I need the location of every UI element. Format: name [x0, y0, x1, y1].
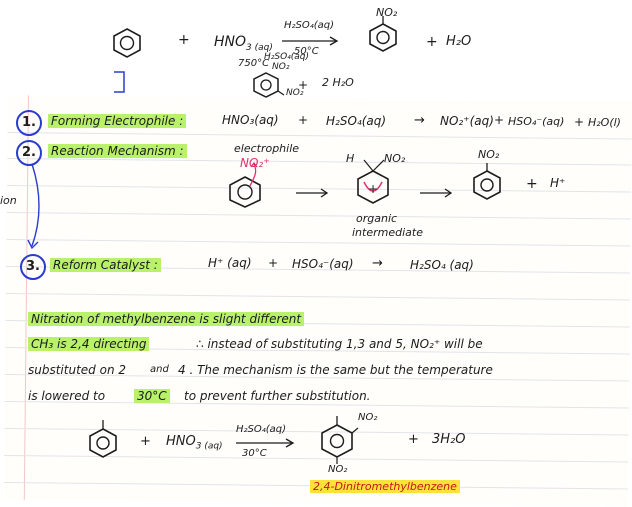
step-title: Reaction Mechanism :: [48, 144, 187, 158]
plus-sign: +: [494, 113, 505, 127]
arrow-condition-top: H₂SO₄(aq): [284, 20, 335, 31]
product: H₂O(l): [588, 116, 621, 129]
methylbenzene-ring-icon: [88, 428, 118, 458]
notes-text: to prevent further substitution.: [184, 389, 371, 403]
no2-label: NO₂: [358, 412, 378, 423]
notes-text: 4 . The mechanism is the same but the temperature: [178, 363, 493, 377]
no2-label: NO₂: [384, 152, 406, 165]
positive-charge: +: [368, 182, 379, 196]
plus-sign: +: [140, 434, 151, 449]
arrow-condition-bottom: 50°C: [294, 46, 319, 57]
plus-sign: +: [408, 432, 419, 447]
electrophile-symbol: NO₂⁺: [240, 156, 270, 170]
hydrogen-label: H: [346, 152, 355, 165]
margin-fragment: ion: [0, 194, 17, 207]
bracket-curve-icon: [26, 162, 46, 252]
step-title: Forming Electrophile :: [48, 114, 186, 128]
arrow-icon: [294, 188, 330, 198]
water-label: 3H₂O: [432, 432, 466, 447]
notes-text: substituted on 2: [28, 363, 126, 377]
water-label: H₂O: [446, 34, 472, 49]
reagent-hno3: $HNO_{3 (aq)}$: [166, 434, 223, 452]
arrow-condition-top: H₂SO₄(aq): [236, 424, 287, 435]
dinitromethylbenzene-ring-icon: [320, 424, 354, 458]
plus-sign: +: [298, 113, 309, 127]
reaction-arrow-icon: [280, 36, 340, 46]
electrophile-label: electrophile: [234, 142, 300, 155]
benzene-ring-icon: [112, 28, 142, 58]
step-number: 1.: [16, 110, 42, 136]
arrow: →: [372, 256, 383, 271]
arrow: →: [414, 113, 425, 128]
step-title: Reform Catalyst :: [50, 258, 161, 272]
hydrogen-ion: H⁺: [550, 176, 566, 190]
temperature-label: 750°C: [238, 58, 270, 69]
notes-text: is lowered to: [28, 389, 106, 403]
notes-text: ∴ instead of substituting 1,3 and 5, NO₂⁺ will be: [196, 337, 483, 351]
no2-label: NO₂: [272, 62, 290, 72]
intermediate-label: organic: [356, 212, 398, 225]
reagent-hno3: $HNO_{3 (aq)}$: [214, 34, 273, 53]
reaction-arrow-icon: [234, 438, 296, 448]
step-number: 3.: [20, 254, 46, 280]
reactant: H₂SO₄(aq): [326, 114, 387, 128]
plus-sign: +: [298, 78, 309, 92]
reagent-label: H₂SO₄(aq): [264, 52, 310, 62]
plus-sign: +: [268, 256, 279, 270]
product-name: 2,4-Dinitromethylbenzene: [310, 480, 460, 493]
no2-label: NO₂: [286, 88, 304, 98]
plus-sign: +: [526, 176, 538, 192]
directing-note: CH₃ is 2,4 directing: [28, 337, 149, 351]
temperature-highlight: 30°C: [134, 389, 170, 403]
arrow-condition-bottom: 30°C: [242, 448, 267, 459]
nitrobenzene-ring-icon: [368, 22, 398, 52]
nitrobenzene-ring-icon: [472, 170, 502, 200]
no2-label: NO₂: [328, 464, 348, 475]
benzene-ring-icon: [228, 176, 262, 208]
plus-sign: +: [178, 32, 190, 48]
dinitrobenzene-ring-icon: [252, 72, 280, 98]
arrow-icon: [418, 188, 454, 198]
product: NO₂⁺(aq): [440, 114, 494, 128]
reactant: HSO₄⁻(aq): [292, 257, 354, 271]
intermediate-label: intermediate: [352, 226, 423, 239]
no2-label: NO₂: [376, 6, 398, 19]
notes-text: and: [150, 364, 169, 375]
plus-sign: +: [574, 115, 585, 129]
product: HSO₄⁻(aq): [508, 115, 565, 128]
reactant: H⁺ (aq): [208, 256, 252, 270]
plus-sign: +: [426, 34, 438, 50]
product: H₂SO₄ (aq): [410, 258, 474, 272]
notes-heading: Nitration of methylbenzene is slight different: [28, 312, 304, 326]
no2-label: NO₂: [478, 148, 500, 161]
step-number: 2.: [16, 140, 42, 166]
bracket-icon: [112, 70, 126, 94]
water-label: 2 H₂O: [322, 76, 354, 89]
reactant: HNO₃(aq): [222, 113, 279, 127]
